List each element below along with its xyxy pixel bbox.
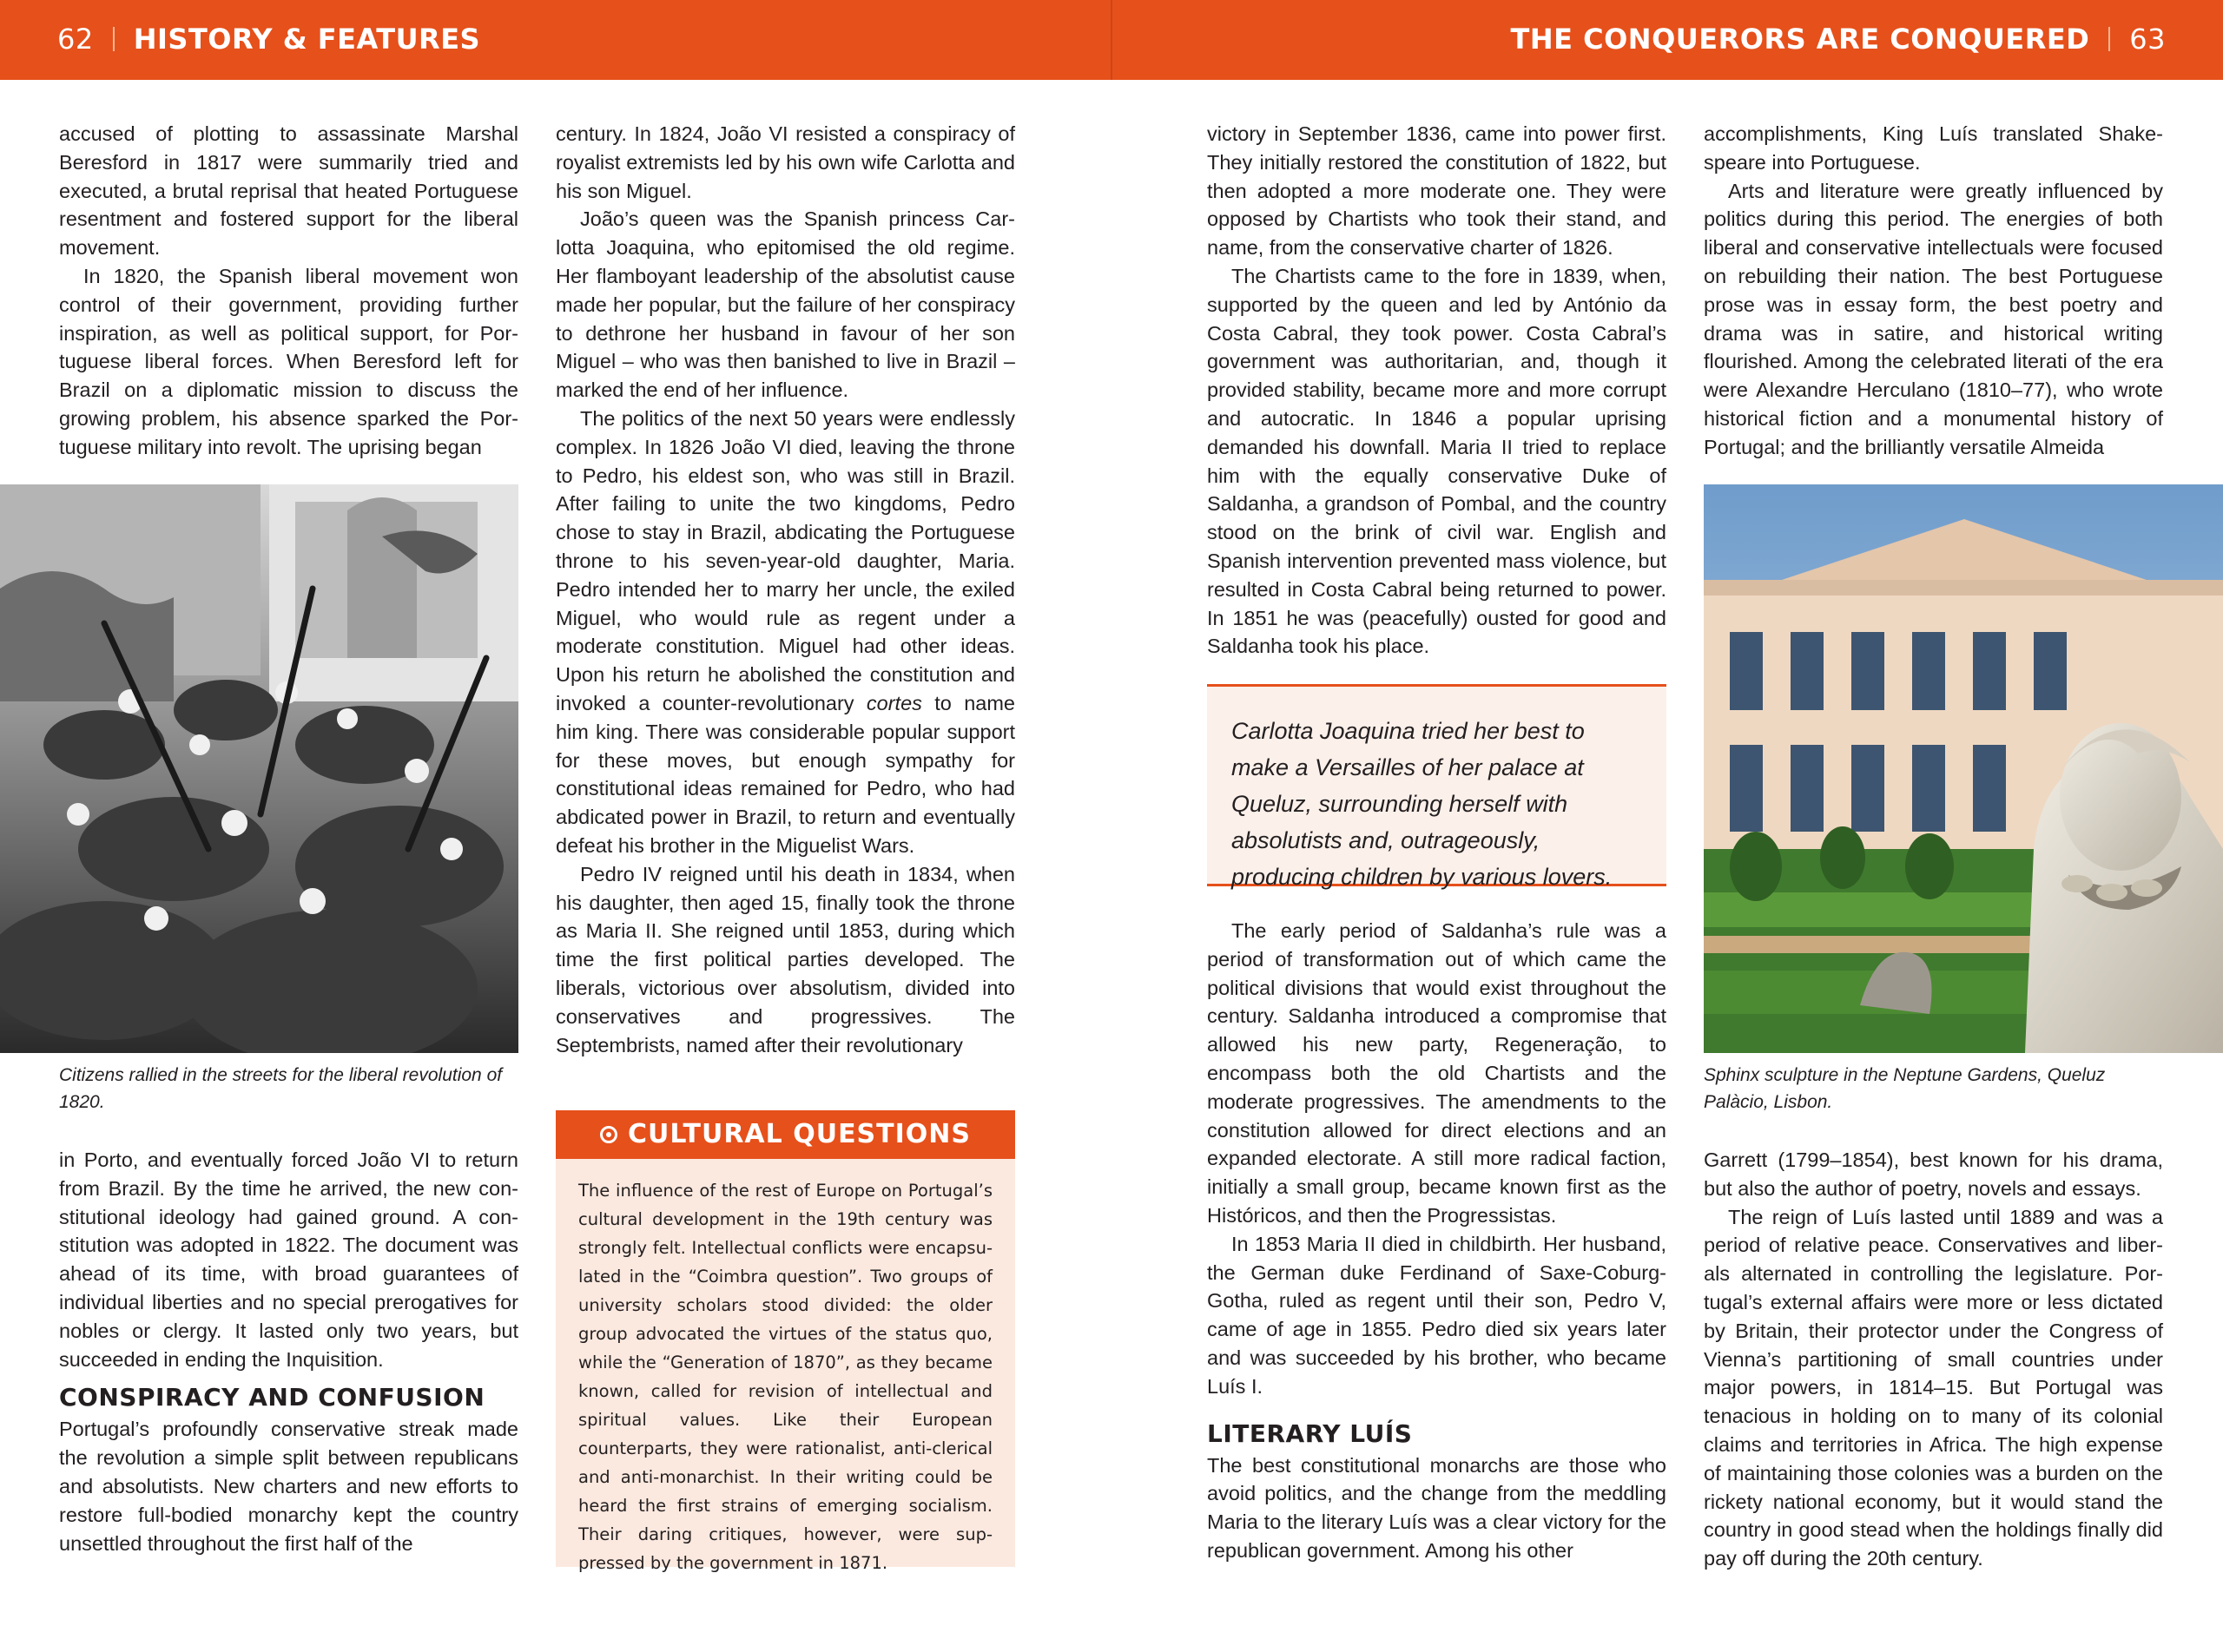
paragraph: Pedro IV reigned until his death in 1834, when his daughter, then aged 15, finally took the throne as Maria II. She reigned until 1853, during which time the first political parties developed. The liberals, victorious over absolutism, divided into conservatives and progressives. The Septembrists, named after their revolutionary bbox=[556, 862, 1015, 1056]
paragraph: Garrett (1799–1854), best known for his drama, but also the author of poetry, novels and essays. bbox=[1704, 1149, 2163, 1200]
sidebar-box-header bbox=[556, 1110, 1015, 1159]
paragraph: The reign of Luís lasted until 1889 and was a period of relative peace. Conservatives and liberals alternated in controlling the legislature. Portugal’s external affairs were more or less dictated by Britain, their protector under the Congress of Vienna’s partitioning of small countries under major powers, in 1814–15. But Portugal was tenacious in holding on to many of its colonial claims and territories in Africa. The high expense of maintaining those colonies was a burden on the rickety national economy, but it would stand the country in good stead when the holdings finally did pay off during the 20th century. bbox=[1704, 1205, 2163, 1570]
sidebar-box-title: CULTURAL QUESTIONS bbox=[627, 1119, 972, 1149]
paragraph: The best constitutional monarchs are those who avoid politics, and the change from the meddling Maria to the literary Luís was a clear victory for the republican government. Among his other bbox=[1207, 1453, 1666, 1562]
right-section-title: THE CONQUERORS ARE CONQUERED bbox=[1510, 23, 2090, 56]
section-heading: LITERARY LUÍS bbox=[1207, 1418, 1413, 1448]
right-page-header bbox=[1511, 23, 2167, 56]
header-divider bbox=[2108, 27, 2110, 51]
column-1-bottom bbox=[59, 1146, 518, 1557]
paragraph: The early period of Saldanha’s rule was a period of transformation out of which came the political divisions that would exist throughout the century. Saldanha introduced a compromise that allowed his new party, Regeneração, to encompass both the old Chartists and the moderate progressives. The amendments to the constitution allowed for direct elections and an expanded electorate. A still more radical faction, initially a small group, became known first as the Históricos, and then the Progressistas. bbox=[1207, 919, 1666, 1227]
paragraph: The Chartists came to the fore in 1839, when, supported by the queen and led by António da Costa Cabral, they took power. Costa Cabral’s government was authoritarian, and, though it provided stability, became more and more corrupt and autocratic. In 1846 a popular uprising demanded his downfall. Maria II tried to replace him with the equally conservative Duke of Saldanha, a grandson of Pombal, and the country stood on the brink of civil war. English and Spanish intervention prevented mass violence, but resulted in Costa Cabral being returned to power. In 1851 he was (peacefully) ousted for good and Saldanha took his place. bbox=[1207, 264, 1666, 658]
paragraph: In 1820, the Spanish liberal movement won control of their government, providing further inspiration, as well as political support, for Portuguese liberal forces. When Beresford left for Brazil on a diplomatic mission to discuss the growing problem, his absence sparked the Portuguese military into revolt. The uprising began bbox=[59, 264, 518, 458]
text-run: to name him king. There was considerable popular support for these moves, but enough sympathy for constitutional ideas remained for Pedro, who had abdicated power in Brazil, to return and eventually defeat his brother in the Miguelist Wars. bbox=[556, 691, 1015, 857]
paragraph: Portugal’s profoundly conservative streak made the revolution a simple split between republicans and absolutists. New charters and new efforts to restore full-bodied monarchy kept the country unsettled throughout the first half of the bbox=[59, 1418, 518, 1555]
paragraph bbox=[556, 405, 1015, 860]
compass-icon bbox=[600, 1126, 617, 1143]
column-3-bottom bbox=[1207, 917, 1666, 1565]
image-caption: Sphinx sculpture in the Neptune Gardens, Queluz Palàcio, Lisbon. bbox=[1704, 1065, 2106, 1112]
italic-term: cortes bbox=[866, 691, 922, 714]
paragraph: century. In 1824, João VI resisted a conspiracy of royalist extremists led by his own wife Carlotta and his son Miguel. bbox=[556, 122, 1015, 202]
right-page-number: 63 bbox=[2129, 23, 2166, 56]
palace-sphinx-illustration bbox=[1704, 484, 2223, 1053]
paragraph: In 1853 Maria II died in childbirth. Her husband, the German duke Ferdinand of Saxe-Coburg-Gotha, ruled as regent until their son, Pedro V, came of age in 1855. Pedro died six years later and was succeeded by his brother, who became Luís I. bbox=[1207, 1232, 1666, 1398]
column-2 bbox=[556, 120, 1015, 1059]
column-3-top bbox=[1207, 120, 1666, 661]
section-heading: CONSPIRACY AND CONFUSION bbox=[59, 1383, 485, 1412]
queluz-palace-photo bbox=[1704, 484, 2223, 1053]
left-page-number: 62 bbox=[57, 23, 94, 56]
liberal-revolution-engraving bbox=[0, 484, 518, 1053]
paragraph: in Porto, and eventually forced João VI to return from Brazil. By the time he arrived, the new constitutional ideology had gained ground. A constitution was adopted in 1822. The document was ahead of its time, with broad guarantees of individual liberties and no special prerogatives for nobles or clergy. It lasted only two years, but succeeded in ending the Inquisition. bbox=[59, 1149, 518, 1371]
paragraph: accused of plotting to assassinate Marshal Beresford in 1817 were summarily tried and executed, a brutal reprisal that heated Portuguese resentment and fostered support for the liberal movement. bbox=[59, 122, 518, 260]
header-divider bbox=[113, 27, 115, 51]
paragraph: Arts and literature were greatly influenced by politics during this period. The energies of both liberal and conservative intellectuals were focused on rebuilding their nation. The best Portuguese prose was in essay form, the best poetry and drama was in satire, and historical writing flourished. Among the celebrated literati of the era were Alexandre Herculano (1810–77), who wrote historical fiction and a monumental history of Portugal; and the brilliantly versatile Almeida bbox=[1704, 179, 2163, 458]
paragraph: accomplishments, King Luís translated Shakespeare into Portuguese. bbox=[1704, 122, 2163, 174]
column-4-bottom bbox=[1704, 1146, 2163, 1573]
paragraph: victory in September 1836, came into power first. They initially restored the constitution of 1822, but then adopted a more moderate one. They were opposed by Chartists who took their stand, and name, from the conservative charter of 1826. bbox=[1207, 122, 1666, 260]
image-caption: Citizens rallied in the streets for the liberal revolution of 1820. bbox=[59, 1065, 503, 1112]
text-run: The politics of the next 50 years were endlessly complex. In 1826 João VI died, leaving the throne to Pedro, his eldest son, who was still in Brazil. After failing to unite the two kingdoms, Pedro chose to stay in Brazil, abdicating the Portuguese throne to his seven-year-old daughter, Maria. Pedro intended her to marry her uncle, the exiled Miguel, who would rule as regent under a moderate constitution. Miguel had other ideas. Upon his return he abolished the constitution and invoked a counter-revolutionary bbox=[556, 406, 1015, 714]
left-section-title: HISTORY & FEATURES bbox=[133, 23, 481, 56]
sidebar-box-body: The influence of the rest of Europe on Portugal’s cultural development in the 19th century was strongly felt. Intellectual conflicts were encapsulated in the “Coimbra question”. Two groups of university scholars stood divided: the older group advocated the virtues of the status quo, while the “Generation of 1870”, as they became known, called for revision of intellectual and spiritual values. Like their European counterparts, they were rationalist, anti-clerical and anti-monarchist. In their writing could be heard the first strains of emerging socialism. Their daring critiques, however, were suppressed by the government in 1871. bbox=[556, 1159, 1015, 1567]
column-1-top bbox=[59, 120, 518, 462]
paragraph: João’s queen was the Spanish princess Carlotta Joaquina, who epitomised the old regime. Her flamboyant leadership of the absolutist cause made her popular, but the failure of her conspiracy to dethrone her husband in favour of her son Miguel – who was then banished to live in Brazil – marked the end of her influence. bbox=[556, 207, 1015, 402]
engraving-illustration bbox=[0, 484, 518, 1053]
pull-quote: Carlotta Joaquina tried her best to make a Versailles of her palace at Queluz, surrounding herself with absolutists and, outrageously, producing children by various lovers. bbox=[1207, 684, 1666, 886]
column-4-top bbox=[1704, 120, 2163, 462]
left-page-header bbox=[57, 23, 480, 56]
page-gutter bbox=[1111, 0, 1112, 80]
